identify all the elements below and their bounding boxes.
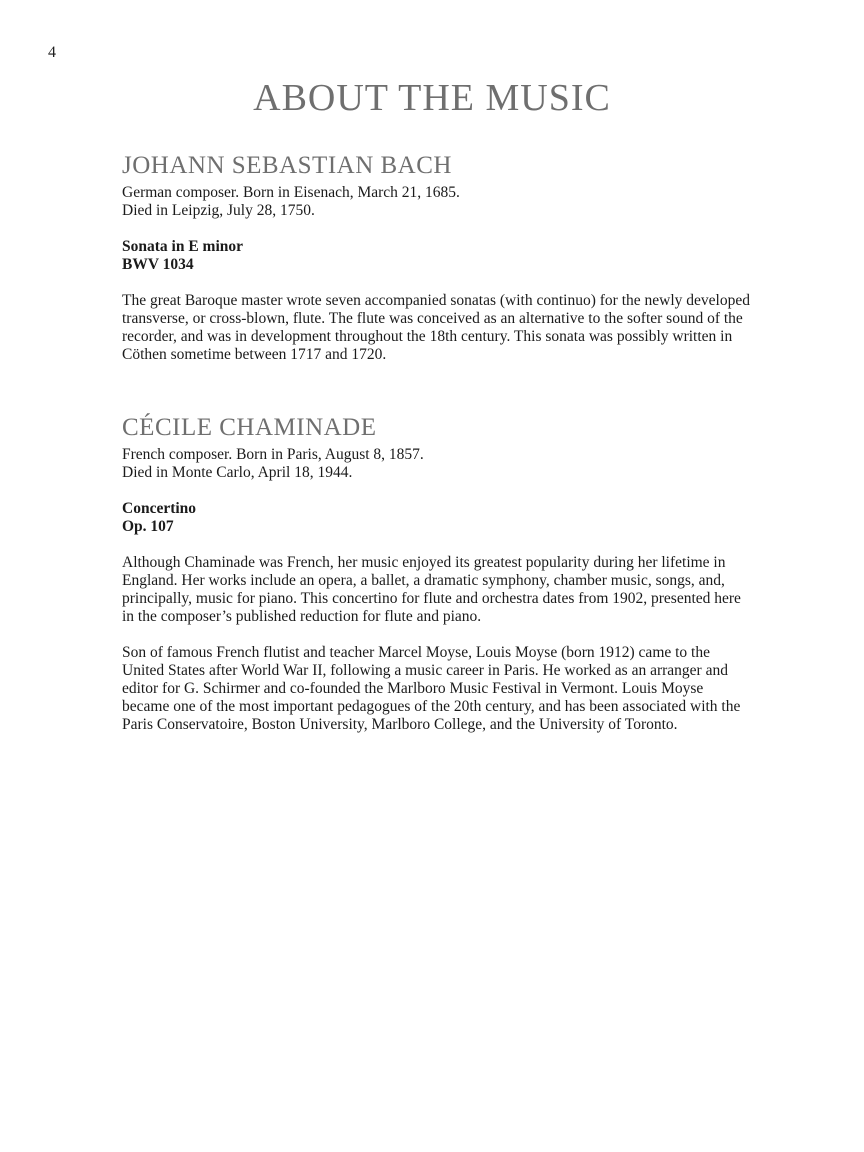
program-note-paragraph: Son of famous French flutist and teacher Marcel Moyse, Louis Moyse (born 1912) came to the United States after World War II, following a music career in Paris. He worked as an arranger and editor for G. Schirmer and co-founded the Marlboro Music Festival in Vermont. Louis Moyse became one of the most important pedagogues of the 20th century, and has been associated with the Paris Conservatoire, Boston University, Marlboro College, and the University of Toronto.	[122, 644, 741, 733]
program-note-paragraph: Although Chaminade was French, her music enjoyed its greatest popularity during her lifetime in England. Her works include an opera, a ballet, a dramatic symphony, chamber music, songs, and, principally, music for piano. This concertino for flute and orchestra dates from 1902, presented here in the composer’s published reduction for flute and piano.	[122, 554, 741, 625]
page-title: ABOUT THE MUSIC	[253, 77, 611, 119]
program-note-paragraph: The great Baroque master wrote seven accompanied sonatas (with continuo) for the newly developed transverse, or cross-blown, flute. The flute was conceived as an alternative to the softer sound of the recorder, and was in development throughout the 18th century. This sonata was possibly written in Cöthen sometime between 1717 and 1720.	[122, 292, 750, 363]
composer-name-heading: CÉCILE CHAMINADE	[122, 414, 377, 441]
bio-line: German composer. Born in Eisenach, March 21, 1685.	[122, 184, 460, 201]
composer-bio	[122, 184, 750, 220]
work-title: Concertino	[122, 500, 197, 517]
work-title-block	[122, 500, 750, 536]
bio-line: Died in Leipzig, July 28, 1750.	[122, 202, 315, 219]
work-title: Sonata in E minor	[122, 238, 244, 255]
bio-line: Died in Monte Carlo, April 18, 1944.	[122, 464, 353, 481]
composer-section-bach	[122, 152, 750, 364]
content-column	[122, 152, 750, 734]
work-catalog-number: BWV 1034	[122, 256, 194, 273]
bio-line: French composer. Born in Paris, August 8, 1857.	[122, 446, 424, 463]
composer-section-chaminade	[122, 414, 750, 734]
work-opus-number: Op. 107	[122, 518, 174, 535]
composer-name-heading: JOHANN SEBASTIAN BACH	[122, 152, 452, 179]
page-number: 4	[48, 44, 56, 61]
composer-bio	[122, 446, 750, 482]
work-title-block	[122, 238, 750, 274]
